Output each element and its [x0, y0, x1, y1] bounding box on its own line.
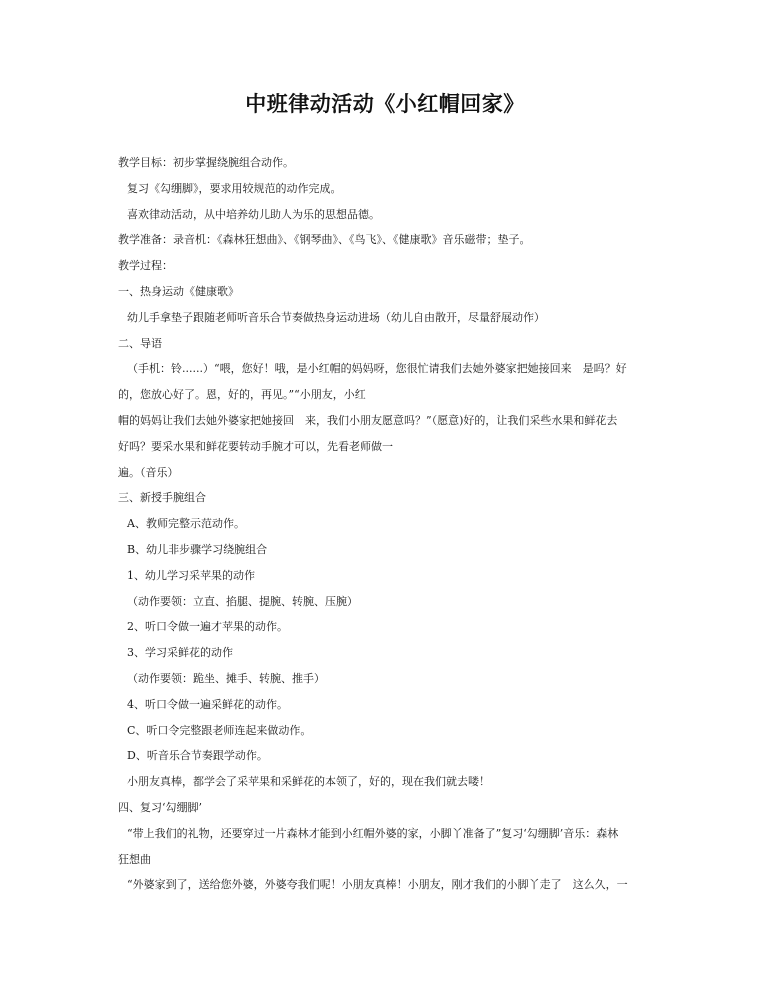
list-item: 3、学习采鲜花的动作 — [127, 646, 233, 660]
paragraph-line: 教学目标：初步掌握绕腕组合动作。 — [118, 156, 294, 169]
paragraph-line: 帽的妈妈让我们去她外婆家把她接回 来，我们小朋友愿意吗？”（愿意)好的，让我们采些水果和鲜花去 — [118, 413, 618, 427]
paragraph-line: 好吗？要采水果和鲜花要转动手腕才可以，先看老师做一 — [118, 439, 393, 453]
section-heading: 二、导语 — [118, 336, 162, 350]
paragraph-line: 喜欢律动活动，从中培养幼儿助人为乐的思想品德。 — [127, 207, 380, 221]
paragraph-line: 遍。（音乐） — [118, 465, 179, 479]
list-item: A、教师完整示范动作。 — [127, 517, 245, 531]
section-heading: 一、热身运动《健康歌》 — [118, 284, 239, 298]
list-item: 4、听口令做一遍采鲜花的动作。 — [127, 697, 288, 711]
list-item: （动作要领：立直、掐腿、提腕、转腕、压腕） — [127, 594, 358, 608]
list-item: （动作要领：跪坐、摊手、转腕、推手） — [127, 671, 325, 685]
paragraph-line: “带上我们的礼物，还要穿过一片森林才能到小红帽外婆的家，小脚丫准备了”复习‘勾绷脚’音乐：森林 — [127, 826, 619, 840]
paragraph-line: 小朋友真棒，都学会了采苹果和采鲜花的本领了，好的，现在我们就去喽！ — [127, 775, 490, 789]
paragraph-line: “外婆家到了，送给您外婆，外婆夸我们呢！小朋友真棒！小朋友，刚才我们的小脚丫走了 这么久，一 — [127, 878, 628, 892]
document-title: 中班律动活动《小红帽回家》 — [245, 91, 525, 116]
paragraph-line: 复习《勾绷脚》，要求用较规范的动作完成。 — [127, 181, 342, 195]
list-item: 2、听口令做一遍才苹果的动作。 — [127, 620, 288, 634]
paragraph-line: 教学准备：录音机：《森林狂想曲》、《钢琴曲》、《鸟飞》、《健康歌》音乐磁带；垫子。 — [118, 233, 531, 247]
paragraph-line: （手机：铃......）“喂，您好！哦，是小红帽的妈妈呀，您很忙请我们去她外婆家把她接回来 是吗？好 — [127, 362, 627, 376]
document-body — [118, 150, 658, 898]
paragraph-line: 的，您放心好了。恩，好的，再见。”“小朋友，小红 — [118, 388, 366, 402]
list-item: C、听口令完整跟老师连起来做动作。 — [127, 723, 312, 737]
list-item: 1、幼儿学习采苹果的动作 — [127, 568, 255, 582]
section-heading: 三、新授手腕组合 — [118, 491, 206, 505]
section-heading: 四、复习‘勾绷脚’ — [118, 800, 202, 814]
paragraph-line: 幼儿手拿垫子跟随老师听音乐合节奏做热身运动进场（幼儿自由散开，尽量舒展动作） — [127, 310, 545, 324]
paragraph-line: 狂想曲 — [118, 852, 151, 866]
list-item: D、听音乐合节奏跟学动作。 — [127, 749, 268, 763]
list-item: B、幼儿非步骤学习绕腕组合 — [127, 542, 268, 556]
paragraph-line: 教学过程： — [118, 259, 173, 273]
